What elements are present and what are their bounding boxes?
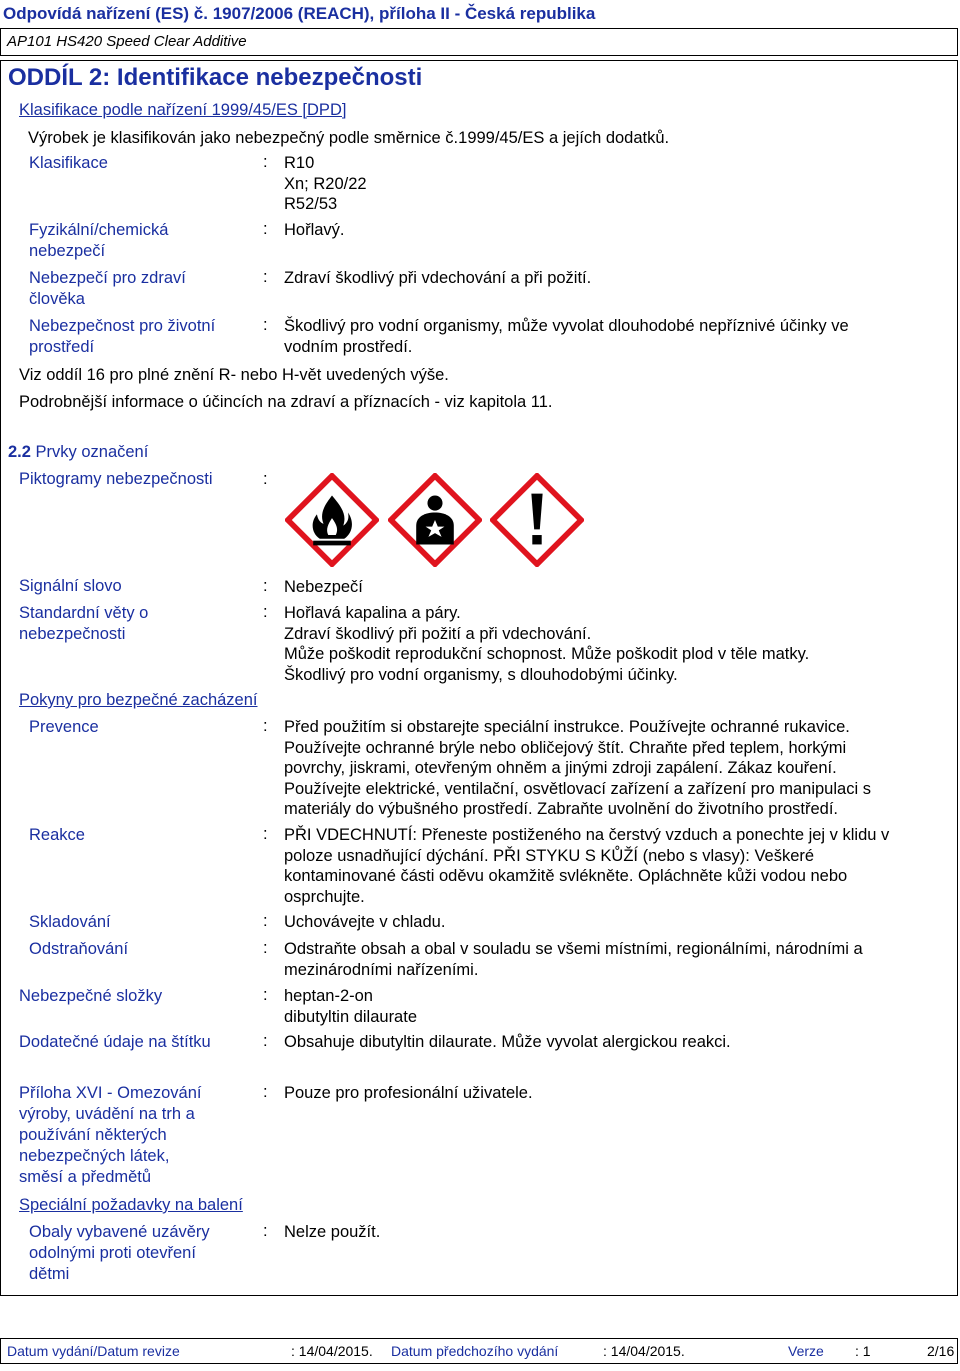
version-label: Verze (788, 1343, 824, 1359)
label-line: nebezpečnosti (19, 625, 126, 643)
value-line: Zdraví škodlivý při požití a při vdechování. (284, 624, 592, 643)
note-r-h-phrases: Viz oddíl 16 pro plné znění R- nebo H-vět uvedených výše. (19, 366, 449, 384)
issue-date-label: Datum vydání/Datum revize (7, 1343, 180, 1359)
response-value (284, 825, 889, 907)
health-hazard-icon (388, 473, 482, 567)
disposal-label: Odstraňování (29, 940, 129, 958)
colon: : (263, 939, 268, 957)
annex-xvi-label (19, 1083, 202, 1188)
heading-text: Prvky označení (30, 443, 149, 461)
colon: : (263, 717, 268, 735)
colon: : (263, 1083, 268, 1101)
health-hazard-value: Zdraví škodlivý při vdechování a při požití. (284, 269, 592, 287)
colon: : (263, 1032, 268, 1050)
value-line: povrchy, jiskrami, otevřeným ohněm a jinými zdroji zapálení. Zákaz kouření. (284, 759, 837, 777)
value-line: heptan-2-on (284, 987, 373, 1005)
value-line: Škodlivý pro vodní organismy, s dlouhodobými účinky. (284, 665, 678, 684)
label-line: nebezpečných látek, (19, 1147, 170, 1165)
storage-value: Uchovávejte v chladu. (284, 913, 446, 931)
section-title: ODDÍL 2: Identifikace nebezpečnosti (8, 64, 423, 91)
value-line: dibutyltin dilaurate (284, 1007, 417, 1026)
heading-number: 2.2 (8, 443, 31, 461)
supplementary-label: Dodatečné údaje na štítku (19, 1033, 211, 1051)
label-elements-heading (8, 443, 148, 462)
label-line: Fyzikální/chemická (29, 221, 169, 239)
value-line: R10 (284, 154, 315, 172)
issue-date-value: : 14/04/2015. (291, 1343, 373, 1359)
storage-label: Skladování (29, 913, 111, 931)
signal-word-label: Signální slovo (19, 577, 122, 595)
value-line: vodním prostředí. (284, 337, 413, 356)
previous-date-value: : 14/04/2015. (603, 1343, 685, 1359)
classification-label: Klasifikace (29, 154, 108, 172)
hazard-statements-value (284, 603, 809, 685)
value-line: Hořlavá kapalina a páry. (284, 604, 461, 622)
product-box (0, 28, 958, 56)
pictograms-label: Piktogramy nebezpečnosti (19, 470, 213, 488)
value-line: Může poškodit reprodukční schopnost. Může poškodit plod v těle matky. (284, 645, 810, 663)
prevention-label: Prevence (29, 718, 99, 736)
colon: : (263, 577, 268, 595)
value-line: Odstraňte obsah a obal v souladu se všemi místními, regionálními, národními a (284, 940, 863, 958)
precaution-heading: Pokyny pro bezpečné zacházení (19, 691, 258, 709)
value-line: poloze usnadňující dýchání. PŘI STYKU S KŮŽÍ (nebo s vlasy): Veškeré (284, 846, 815, 865)
health-hazard-label (29, 268, 186, 310)
label-line: dětmi (29, 1265, 70, 1283)
page-number: 2/16 (927, 1343, 955, 1359)
value-line: Před použitím si obstarejte speciální instrukce. Používejte ochranné rukavice. (284, 718, 850, 736)
product-name: AP101 HS420 Speed Clear Additive (7, 33, 247, 50)
hazardous-components-label: Nebezpečné složky (19, 987, 163, 1005)
label-line: odolnými proti otevření (29, 1244, 196, 1262)
exclamation-icon (490, 473, 584, 567)
value-line: materiály do výbušného prostředí. Zabraňte uvolnění do životního prostředí. (284, 800, 838, 818)
colon: : (263, 268, 268, 286)
note-health-effects: Podrobnější informace o účincích na zdraví a příznacích - viz kapitola 11. (19, 393, 553, 411)
colon: : (263, 470, 268, 488)
value-line: kontaminované části oděvu okamžitě svlékněte. Opláchněte kůži vodou nebo (284, 867, 848, 885)
footer (0, 1338, 958, 1364)
value-line: R52/53 (284, 195, 338, 213)
hazard-statements-label (19, 603, 148, 645)
dpd-intro: Výrobek je klasifikován jako nebezpečný podle směrnice č.1999/45/ES a jejích dodatků. (28, 129, 670, 147)
special-packaging-heading: Speciální požadavky na balení (19, 1196, 243, 1214)
colon: : (263, 986, 268, 1004)
regulation-header: Odpovídá nařízení (ES) č. 1907/2006 (REACH), příloha II - Česká republika (3, 4, 596, 23)
flame-icon (285, 473, 379, 567)
label-line: Standardní věty o (19, 604, 149, 622)
value-line: mezinárodními nařízeními. (284, 960, 479, 979)
label-line: používání některých (19, 1126, 167, 1144)
classification-value (284, 153, 367, 215)
supplementary-value: Obsahuje dibutyltin dilaurate. Může vyvolat alergickou reakci. (284, 1033, 731, 1051)
child-resistant-label (29, 1222, 210, 1285)
value-line: Používejte elektrické, ventilační, osvětlovací zařízení a zařízení pro manipulaci s (284, 779, 871, 798)
label-line: Příloha XVI - Omezování (19, 1084, 202, 1102)
value-line: Škodlivý pro vodní organismy, může vyvolat dlouhodobé nepříznivé účinky ve (284, 317, 849, 335)
label-line: nebezpečí (29, 242, 106, 260)
physchem-hazard-label (29, 220, 168, 262)
label-line: Nebezpečí pro zdraví (29, 269, 186, 287)
annex-xvi-value: Pouze pro profesionální uživatele. (284, 1084, 533, 1102)
colon: : (263, 603, 268, 621)
hazardous-components-value (284, 986, 417, 1027)
value-line: osprchujte. (284, 887, 365, 906)
label-line: prostředí (29, 338, 95, 356)
colon: : (263, 825, 268, 843)
label-line: směsí a předmětů (19, 1168, 152, 1186)
label-line: Obaly vybavené uzávěry (29, 1223, 210, 1241)
value-line: Používejte ochranné brýle nebo obličejový štít. Chraňte před teplem, horkými (284, 738, 847, 757)
label-line: Nebezpečnost pro životní (29, 317, 216, 335)
colon: : (263, 316, 268, 334)
response-label: Reakce (29, 826, 85, 844)
colon: : (263, 220, 268, 238)
label-line: výroby, uvádění na trh a (19, 1105, 195, 1123)
colon: : (263, 912, 268, 930)
environment-hazard-value (284, 316, 849, 357)
version-value: : 1 (855, 1343, 871, 1359)
environment-hazard-label (29, 316, 215, 358)
colon: : (263, 153, 268, 171)
disposal-value (284, 939, 863, 980)
value-line: PŘI VDECHNUTÍ: Přeneste postiženého na čerstvý vzduch a ponechte jej v klidu v (284, 826, 890, 844)
value-line: Xn; R20/22 (284, 174, 367, 193)
physchem-hazard-value: Hořlavý. (284, 221, 345, 239)
signal-word-value: Nebezpečí (284, 578, 363, 596)
dpd-heading: Klasifikace podle nařízení 1999/45/ES [DPD] (19, 101, 347, 119)
child-resistant-value: Nelze použít. (284, 1223, 381, 1241)
colon: : (263, 1222, 268, 1240)
previous-date-label: Datum předchozího vydání (391, 1343, 559, 1359)
label-line: člověka (29, 290, 85, 308)
prevention-value (284, 717, 871, 820)
